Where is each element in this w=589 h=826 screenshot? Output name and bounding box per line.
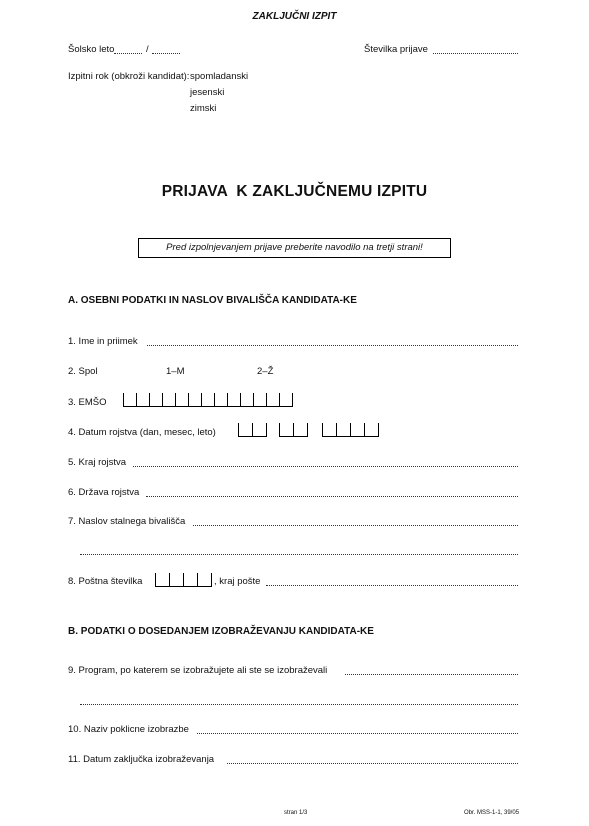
- name-field[interactable]: [147, 345, 518, 346]
- gender-option-female[interactable]: 2–Ž: [257, 366, 274, 377]
- form-title: PRIJAVA K ZAKLJUČNEMU IZPITU: [161, 183, 428, 200]
- birthplace-field[interactable]: [133, 466, 518, 467]
- term-option-spring[interactable]: spomladanski: [190, 71, 249, 82]
- school-year-from-field[interactable]: [114, 53, 142, 54]
- emso-label: 3. EMŠO: [68, 397, 107, 408]
- application-number-label: Številka prijave: [364, 44, 428, 55]
- country-label: 6. Država rojstva: [68, 487, 140, 498]
- dob-label: 4. Datum rojstva (dan, mesec, leto): [68, 427, 216, 438]
- term-option-winter[interactable]: zimski: [190, 103, 217, 114]
- section-a-title: A. OSEBNI PODATKI IN NASLOV BIVALIŠČA KANDIDATA-KE: [68, 295, 357, 306]
- application-number-field[interactable]: [433, 53, 518, 54]
- post-town-field[interactable]: [266, 585, 518, 586]
- form-code: Obr. MSS-1-1, 39/05: [464, 810, 520, 816]
- instructions-notice: Pred izpolnjevanjem prijave preberite navodilo na tretji strani!: [138, 238, 451, 258]
- completion-date-field[interactable]: [227, 763, 518, 764]
- profession-label: 10. Naziv poklicne izobrazbe: [68, 724, 189, 735]
- dob-day-boxes[interactable]: [238, 423, 267, 437]
- country-field[interactable]: [146, 496, 518, 497]
- school-year-label: Šolsko leto: [68, 44, 115, 55]
- completion-date-label: 11. Datum zaključka izobraževanja: [68, 754, 215, 765]
- dob-month-boxes[interactable]: [279, 423, 308, 437]
- page-number: stran 1/3: [284, 810, 308, 816]
- program-field-line2[interactable]: [80, 704, 518, 705]
- birthplace-label: 5. Kraj rojstva: [68, 457, 127, 468]
- exam-term-label: Izpitni rok (obkroži kandidat):: [68, 71, 190, 82]
- school-year-to-field[interactable]: [152, 53, 180, 54]
- emso-boxes[interactable]: [123, 393, 293, 407]
- term-option-autumn[interactable]: jesenski: [190, 87, 225, 98]
- address-field-line1[interactable]: [193, 525, 518, 526]
- post-town-label: , kraj pošte: [214, 576, 261, 587]
- dob-year-boxes[interactable]: [322, 423, 379, 437]
- address-field-line2[interactable]: [80, 554, 518, 555]
- exam-header: ZAKLJUČNI IZPIT: [252, 11, 337, 22]
- postal-code-boxes[interactable]: [155, 573, 212, 587]
- section-b-title: B. PODATKI O DOSEDANJEM IZOBRAŽEVANJU KANDIDATA-KE: [68, 626, 374, 637]
- program-field-line1[interactable]: [345, 674, 518, 675]
- profession-field[interactable]: [197, 733, 518, 734]
- name-label: 1. Ime in priimek: [68, 336, 138, 347]
- school-year-separator: /: [146, 44, 149, 55]
- gender-option-male[interactable]: 1–M: [166, 366, 185, 377]
- gender-label: 2. Spol: [68, 366, 98, 377]
- postal-code-label: 8. Poštna številka: [68, 576, 143, 587]
- address-label: 7. Naslov stalnega bivališča: [68, 516, 186, 527]
- program-label: 9. Program, po katerem se izobražujete ali ste se izobraževali: [68, 665, 328, 676]
